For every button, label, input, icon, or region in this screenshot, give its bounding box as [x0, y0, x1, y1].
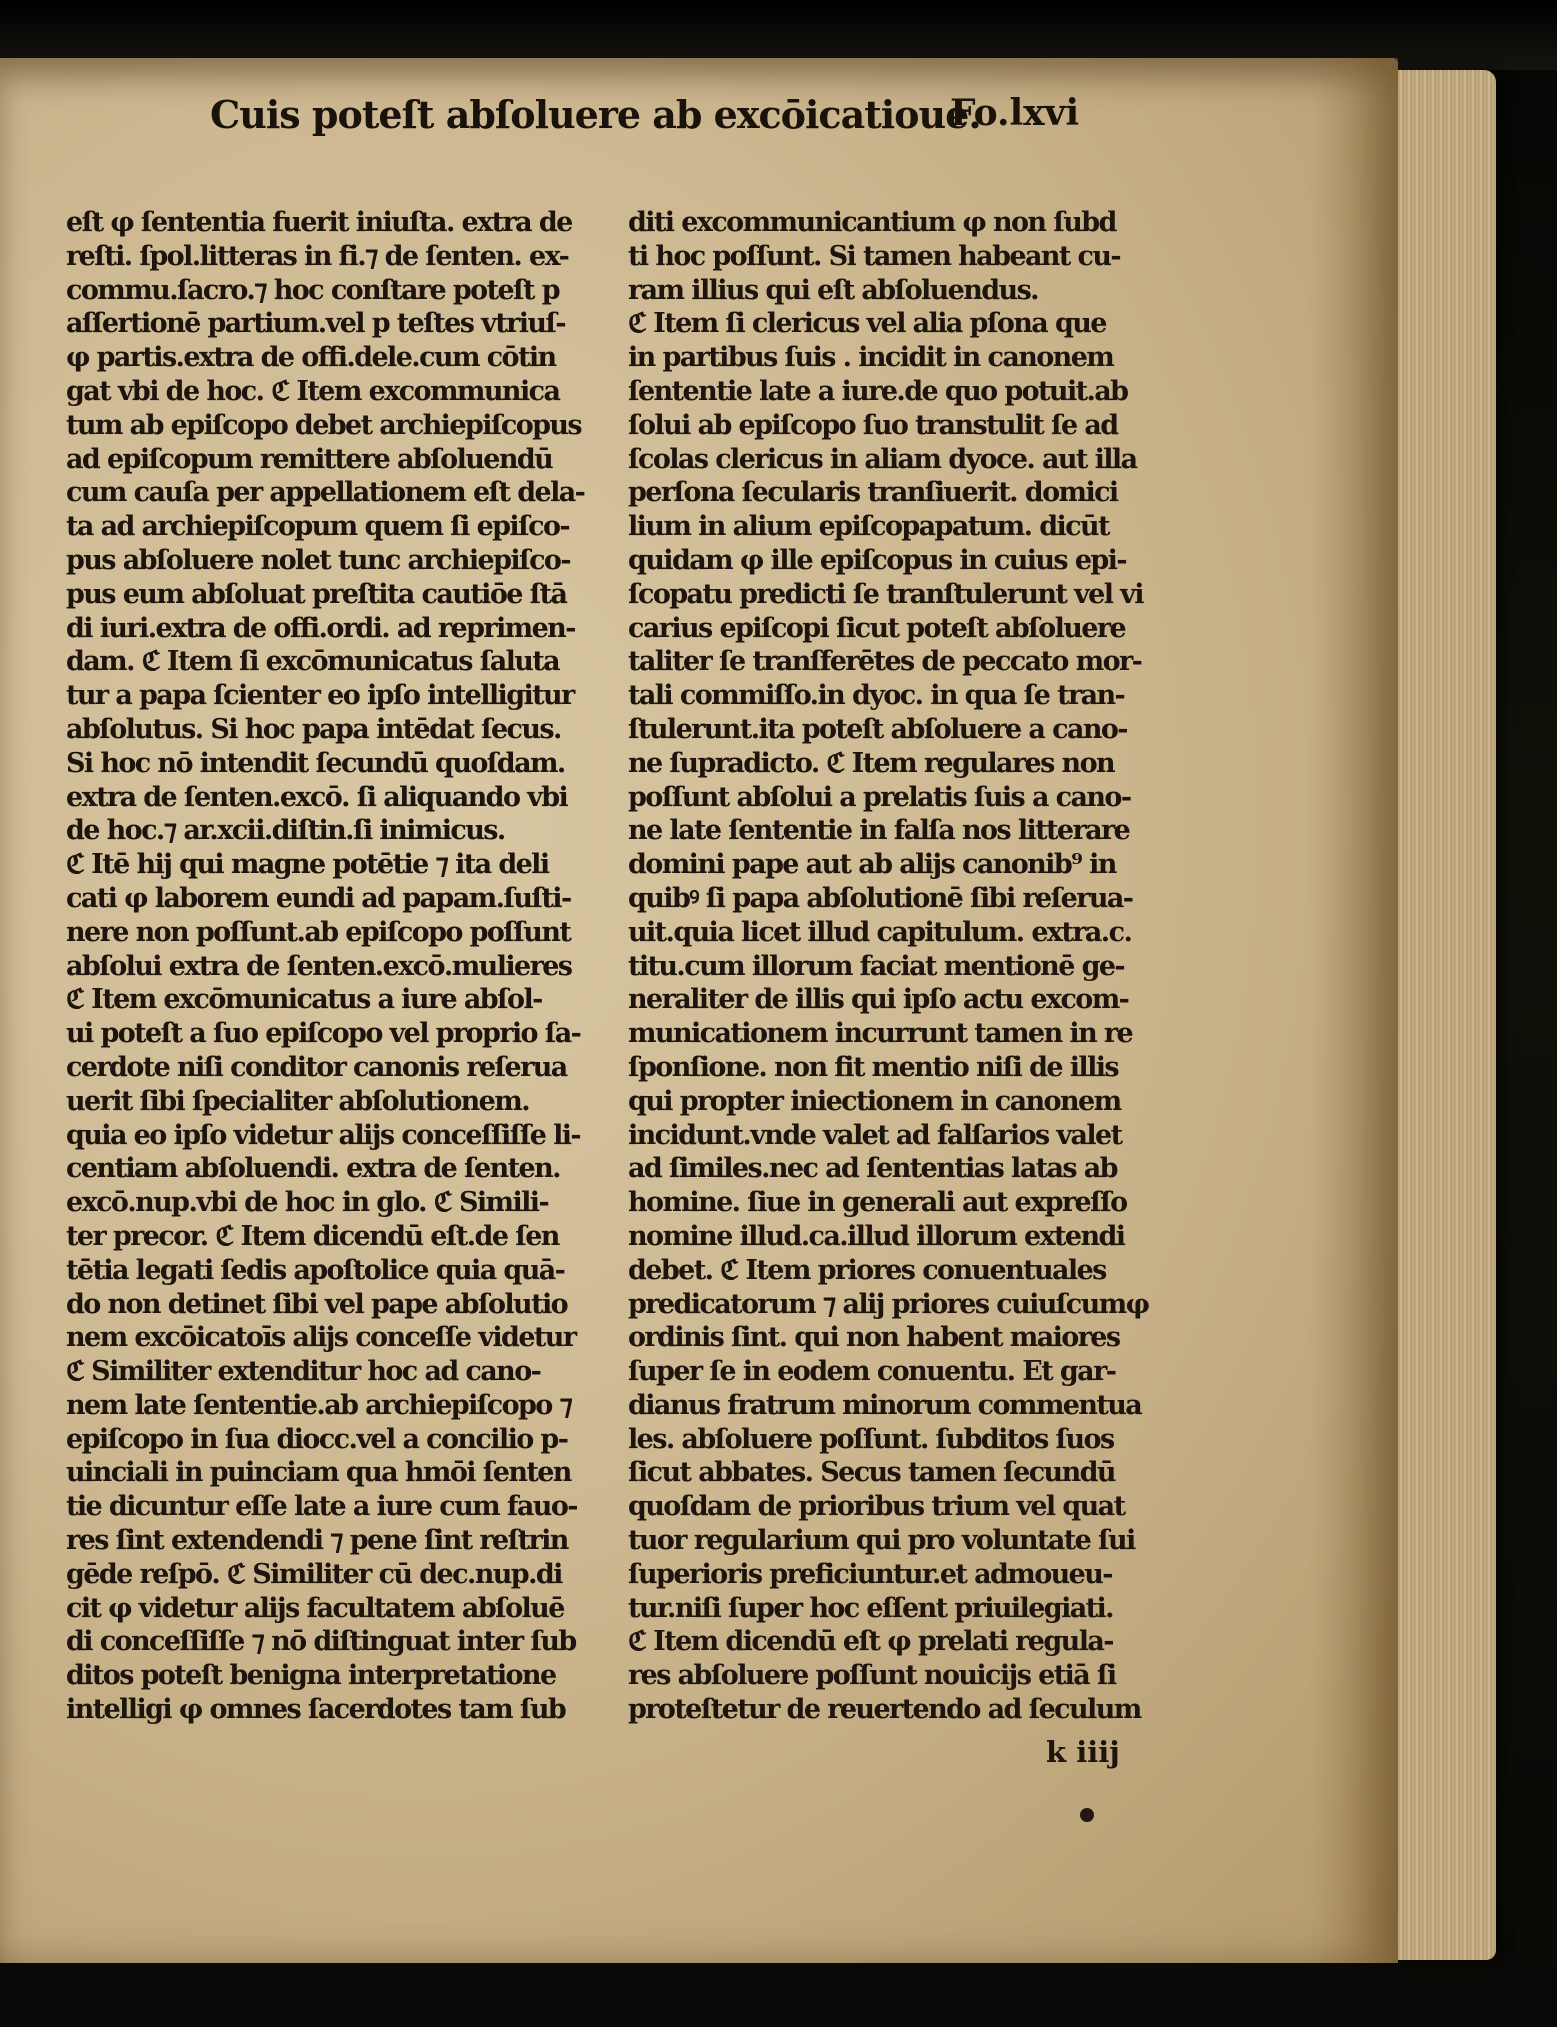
text-line: uit.quia licet illud capitulum. extra.c.: [628, 916, 1132, 948]
text-line: dianus fratrum minorum commentua: [628, 1389, 1142, 1421]
text-line: aſſertionē partium.vel p teſtes vtriuſ-: [66, 308, 566, 340]
text-line: ℭ Item ſi clericus vel alia pſona que: [628, 308, 1106, 340]
text-line: ſtulerunt.ita poteſt abſoluere a cano-: [628, 713, 1127, 745]
text-line: ne ſupradicto. ℭ Item regulares non: [628, 747, 1115, 779]
text-line: homine. ſiue in generali aut expreſſo: [628, 1187, 1127, 1219]
text-line: uinciali in puinciam qua hmōi ſenten: [66, 1457, 571, 1489]
running-head: [210, 92, 1110, 152]
text-line: ad epiſcopum remittere abſoluendū: [66, 443, 553, 475]
text-line: gēde reſpō. ℭ Similiter cū dec.nup.di: [66, 1558, 562, 1590]
text-line: quibꝰ ſi papa abſolutionē ſibi reſerua-: [628, 882, 1133, 914]
running-head-title: Cuis poteſt abſoluere ab excōicatioue.: [210, 92, 981, 137]
text-line: ℭ Similiter extenditur hoc ad cano-: [66, 1356, 541, 1388]
text-line: cum cauſa per appellationem eſt dela-: [66, 477, 585, 509]
text-line: ſuperioris preficiuntur.et admoueu-: [628, 1558, 1112, 1590]
text-line: titu.cum illorum faciat mentionē ge-: [628, 950, 1125, 982]
text-line: nomine illud.ca.illud illorum extendi: [628, 1220, 1125, 1252]
text-line: gat vbi de hoc. ℭ Item excommunica: [66, 375, 560, 407]
text-line: ℭ Item excōmunicatus a iure abſol-: [66, 984, 542, 1016]
text-line: tali commiſſo.in dyoc. in qua ſe tran-: [628, 680, 1125, 712]
text-line: tum ab epiſcopo debet archiepiſcopus: [66, 409, 582, 441]
text-line: nem excōicatoīs alijs conceſſe videtur: [66, 1322, 576, 1354]
ink-spot: [1080, 1808, 1094, 1822]
text-line: ſcopatu predicti ſe tranſtulerunt vel vi: [628, 578, 1143, 610]
text-line: ſponſione. non fit mentio niſi de illis: [628, 1051, 1118, 1083]
text-line: quoſdam de prioribus trium vel quat: [628, 1491, 1125, 1523]
text-line: abſolutus. Si hoc papa intēdat ſecus.: [66, 713, 561, 745]
text-line: cati φ laborem eundi ad papam.ſuſti-: [66, 882, 571, 914]
text-line: taliter ſe tranſferētes de peccato mor-: [628, 646, 1142, 678]
text-line: neraliter de illis qui ipſo actu excom-: [628, 984, 1129, 1016]
text-line: cit φ videtur alijs facultatem abſoluē: [66, 1592, 564, 1624]
text-line: ta ad archiepiſcopum quem ſi epiſco-: [66, 511, 569, 543]
text-line: epiſcopo in ſua diocc.vel a concilio p-: [66, 1423, 568, 1455]
text-line: ℭ Item dicendū eſt φ prelati regula-: [628, 1626, 1113, 1658]
text-line: lium in alium epiſcopapatum. dicūt: [628, 511, 1109, 543]
text-line: ditos poteſt benigna interpretatione: [66, 1660, 556, 1692]
text-line: quidam φ ille epiſcopus in cuius epi-: [628, 544, 1126, 576]
text-line: ℭ Itē hij qui magne potētie ⁊ ita deli: [66, 849, 549, 881]
text-line: eſt φ ſententia fuerit iniuſta. extra de: [66, 207, 572, 238]
text-line: tie dicuntur eſſe late a iure cum fauo-: [66, 1491, 577, 1523]
text-line: domini pape aut ab alijs canonib⁹ in: [628, 849, 1116, 881]
text-line: predicatorum ⁊ alij priores cuiuſcumφ: [628, 1288, 1149, 1320]
text-line: poſſunt abſolui a prelatis ſuis a cano-: [628, 781, 1131, 813]
text-line: de hoc.⁊ ar.xcii.diſtin.ſi inimicus.: [66, 815, 505, 847]
text-line: ſcolas clericus in aliam dyoce. aut illa: [628, 443, 1137, 475]
text-line: excō.nup.vbi de hoc in glo. ℭ Simili-: [66, 1187, 549, 1219]
left-column: [66, 206, 631, 1727]
text-line: uerit ſibi ſpecialiter abſolutionem.: [66, 1085, 530, 1117]
text-line: ne late ſententie in falſa nos litterare: [628, 815, 1130, 847]
text-line: ram illius qui eſt abſoluendus.: [628, 274, 1038, 306]
page-stain: [1308, 58, 1398, 1963]
text-line: ſententie late a iure.de quo potuit.ab: [628, 375, 1128, 407]
text-line: les. abſoluere poſſunt. ſubditos ſuos: [628, 1423, 1114, 1455]
text-line: intelligi φ omnes ſacerdotes tam ſub: [66, 1694, 566, 1726]
text-line: di conceſſiſſe ⁊ nō diſtinguat inter ſub: [66, 1626, 576, 1658]
text-line: tētia legati ſedis apoſtolice quia quā-: [66, 1254, 565, 1286]
text-line: ter precor. ℭ Item dicendū eſt.de ſen: [66, 1220, 559, 1252]
text-line: municationem incurrunt tamen in re: [628, 1018, 1133, 1050]
text-line: proteſtetur de reuertendo ad ſeculum: [628, 1694, 1141, 1726]
folio-number: Fo.lxvi: [950, 92, 1080, 134]
text-line: tuor regularium qui pro voluntate ſui: [628, 1525, 1135, 1557]
text-line: quia eo ipſo videtur alijs conceſſiſſe li-: [66, 1119, 581, 1151]
text-line: ad ſimiles.nec ad ſententias latas ab: [628, 1153, 1117, 1185]
text-line: di iuri.extra de offi.ordi. ad reprimen-: [66, 612, 575, 644]
text-line: tur.niſi ſuper hoc eſſent priuilegiati.: [628, 1592, 1113, 1624]
text-line: dam. ℭ Item ſi excōmunicatus ſaluta: [66, 646, 560, 678]
text-line: commu.ſacro.⁊ hoc conſtare poteſt p: [66, 274, 559, 306]
text-line: tur a papa ſcienter eo ipſo intelligitur: [66, 680, 574, 712]
text-line: res abſoluere poſſunt nouicijs etiā ſi: [628, 1660, 1116, 1692]
text-line: ſolui ab epiſcopo ſuo transtulit ſe ad: [628, 409, 1118, 441]
text-line: ſicut abbates. Secus tamen ſecundū: [628, 1457, 1115, 1489]
text-line: nere non poſſunt.ab epiſcopo poſſunt: [66, 916, 571, 948]
text-line: qui propter iniectionem in canonem: [628, 1085, 1121, 1117]
text-line: nem late ſententie.ab archiepiſcopo ⁊: [66, 1389, 572, 1421]
text-line: centiam abſoluendi. extra de ſenten.: [66, 1153, 560, 1185]
text-line: ordinis ſint. qui non habent maiores: [628, 1322, 1120, 1354]
text-line: cerdote niſi conditor canonis reſerua: [66, 1051, 567, 1083]
text-line: debet. ℭ Item priores conuentuales: [628, 1254, 1106, 1286]
text-line: abſolui extra de ſenten.excō.mulieres: [66, 950, 572, 982]
text-line: φ partis.extra de offi.dele.cum cōtin: [66, 342, 556, 374]
text-line: Si hoc nō intendit ſecundū quoſdam.: [66, 747, 565, 779]
text-line: ſuper ſe in eodem conuentu. Et gar-: [628, 1356, 1116, 1388]
text-line: extra de ſenten.excō. ſi aliquando vbi: [66, 781, 568, 813]
signature-mark: k iiij: [1046, 1735, 1120, 1769]
text-line: pus abſoluere nolet tunc archiepiſco-: [66, 544, 570, 576]
text-line: incidunt.vnde valet ad falſarios valet: [628, 1119, 1122, 1151]
text-line: diti excommunicantium φ non ſubd: [628, 207, 1116, 238]
text-line: ti hoc poſſunt. Si tamen habeant cu-: [628, 240, 1121, 272]
text-line: pus eum abſoluat preſtita cautiōe ſtā: [66, 578, 567, 610]
text-line: ui poteſt a ſuo epiſcopo vel proprio ſa-: [66, 1018, 581, 1050]
text-line: perſona ſecularis tranſiuerit. domici: [628, 477, 1118, 509]
text-line: do non detinet ſibi vel pape abſolutio: [66, 1288, 568, 1320]
right-column: [628, 206, 1208, 1727]
text-line: res ſint extendendi ⁊ pene ſint reſtrin: [66, 1525, 568, 1557]
text-line: reſti. ſpol.litteras in fi.⁊ de ſenten. ex-: [66, 240, 569, 272]
text-line: carius epiſcopi ſicut poteſt abſoluere: [628, 612, 1126, 644]
text-line: in partibus ſuis . incidit in canonem: [628, 342, 1114, 374]
